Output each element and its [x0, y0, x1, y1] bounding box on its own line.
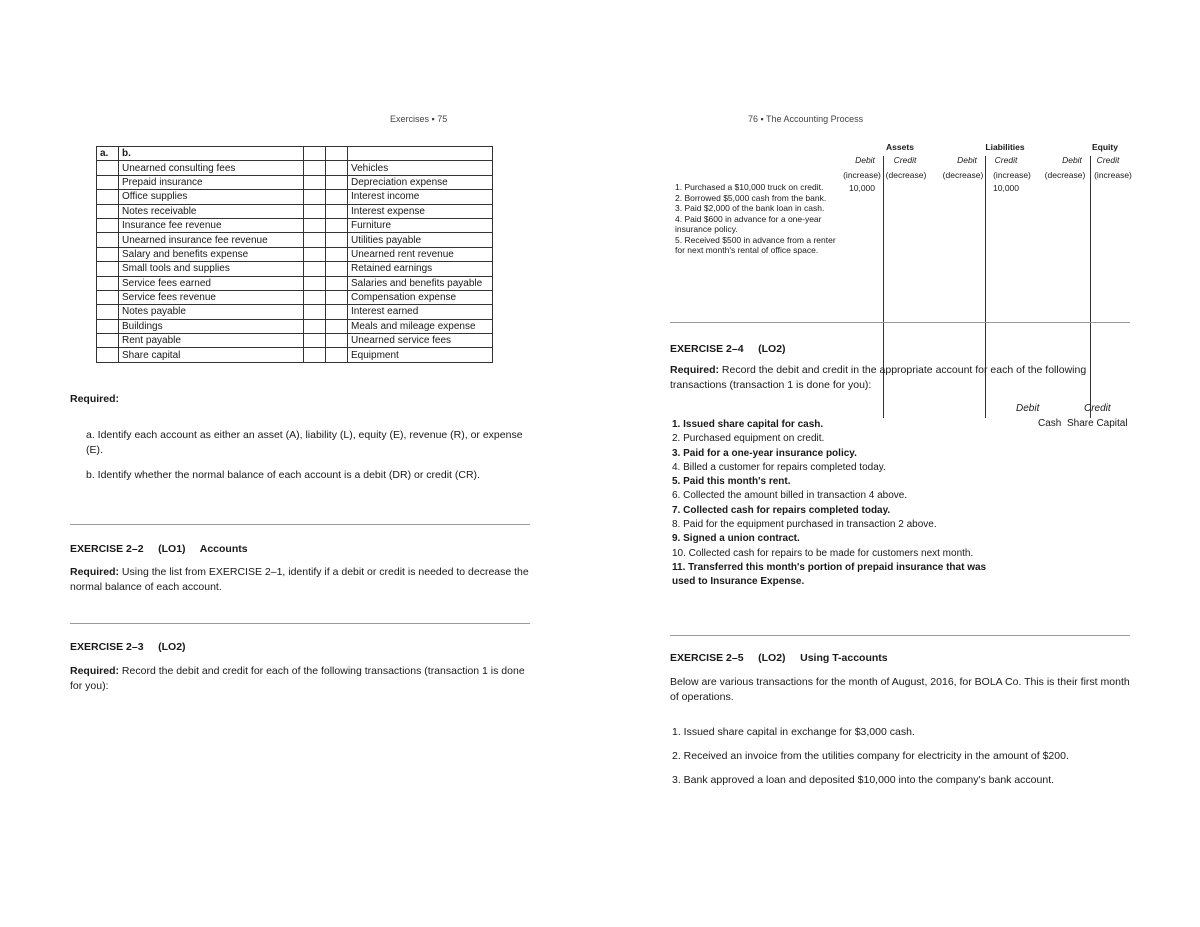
blank-cell: [326, 204, 348, 218]
blank-cell: [326, 305, 348, 319]
exercise-2-5-intro: Below are various transactions for the month of August, 2016, for BOLA Co. This is their first month of operations.: [670, 676, 1130, 703]
blank-cell: [326, 161, 348, 175]
account-name-right: Interest earned: [348, 305, 493, 319]
table-row: [97, 319, 493, 333]
blank-cell: [97, 290, 119, 304]
list-item: 4. Billed a customer for repairs completed today.: [672, 461, 886, 473]
table-row: [97, 262, 493, 276]
account-name-left: Service fees earned: [119, 276, 304, 290]
table-row: [97, 218, 493, 232]
table-row: [97, 247, 493, 261]
blank-cell: [97, 319, 119, 333]
equity-debit: Debit: [1062, 155, 1082, 165]
account-name-left: Service fees revenue: [119, 290, 304, 304]
account-name-left: Office supplies: [119, 190, 304, 204]
col-b-header: b.: [119, 147, 304, 161]
blank-cell: [304, 319, 326, 333]
liab-credit-value: 10,000: [993, 183, 1019, 193]
account-name-right: Meals and mileage expense: [348, 319, 493, 333]
blank-cell: [326, 290, 348, 304]
blank-cell: [97, 305, 119, 319]
list-item: 2. Borrowed $5,000 cash from the bank.: [675, 192, 827, 203]
equity-debit-dir: (decrease): [1044, 170, 1086, 180]
equity-credit: Credit: [1096, 155, 1120, 165]
table-row: [97, 348, 493, 362]
ex22-required-label: Required:: [70, 566, 120, 578]
account-name-right: Utilities payable: [348, 233, 493, 247]
liab-debit: Debit: [957, 155, 977, 165]
blank-cell: [97, 276, 119, 290]
blank-cell: [97, 190, 119, 204]
first-debit-answer: Cash: [1038, 418, 1062, 429]
exercise-2-2-required: [70, 565, 532, 595]
account-name-left: Small tools and supplies: [119, 262, 304, 276]
blank-cell: [304, 305, 326, 319]
list-item: 4. Paid $600 in advance for a one-year insurance policy.: [675, 213, 822, 234]
exercise-2-3-title: EXERCISE 2–3 (LO2): [70, 641, 186, 653]
assets-credit: Credit: [893, 155, 917, 165]
debit-column-header: Debit: [1016, 403, 1040, 414]
account-name-right: Furniture: [348, 218, 493, 232]
account-name-left: Share capital: [119, 348, 304, 362]
list-item: 1. Issued share capital in exchange for $3,000 cash.: [672, 726, 915, 738]
ex24-required-text: Record the debit and credit in the appropriate account for each of the following transactions (transaction 1 is done for you):: [670, 364, 1087, 391]
list-item: 1. Purchased a $10,000 truck on credit.: [675, 182, 824, 192]
account-name-right: Vehicles: [348, 161, 493, 175]
blank-cell: [304, 233, 326, 247]
account-name-left: Unearned insurance fee revenue: [119, 233, 304, 247]
liab-credit: Credit: [994, 155, 1018, 165]
blank-cell: [97, 161, 119, 175]
blank-cell: [304, 175, 326, 189]
list-item: 6. Collected the amount billed in transaction 4 above.: [672, 490, 908, 502]
account-name-left: Insurance fee revenue: [119, 218, 304, 232]
col-a-header: a.: [97, 147, 119, 161]
ex23-required-text: Record the debit and credit for each of the following transactions (transaction 1 is done for you):: [70, 665, 525, 692]
list-item: 3. Paid for a one-year insurance policy.: [672, 447, 857, 459]
table-row: [97, 305, 493, 319]
blank-cell: [97, 233, 119, 247]
blank-cell: [304, 276, 326, 290]
assets-debit-dir: (increase): [843, 170, 881, 180]
exercise-2-2-title: EXERCISE 2–2 (LO1) Accounts: [70, 543, 248, 555]
divider: [70, 623, 530, 624]
blank-cell: [97, 334, 119, 348]
liab-credit-dir: (increase): [993, 170, 1031, 180]
account-name-left: Prepaid insurance: [119, 175, 304, 189]
equity-heading: Equity: [1092, 142, 1118, 152]
table-row: [97, 334, 493, 348]
account-name-left: Salary and benefits expense: [119, 247, 304, 261]
blank-cell: [326, 233, 348, 247]
requirement-b: b. Identify whether the normal balance of each account is a debit (DR) or credit (CR).: [86, 469, 480, 481]
list-item: used to Insurance Expense.: [672, 576, 805, 588]
blank-cell: [97, 262, 119, 276]
required-label: Required:: [70, 393, 120, 405]
blank-cell: [304, 161, 326, 175]
equity-credit-dir: (increase): [1094, 170, 1132, 180]
account-name-right: Compensation expense: [348, 290, 493, 304]
account-name-right: Unearned service fees: [348, 334, 493, 348]
exercise-2-4-list: [672, 418, 1032, 590]
blank-cell: [304, 247, 326, 261]
blank-cell: [326, 334, 348, 348]
list-item: 5. Received $500 in advance from a renter for next month's rental of office space.: [675, 234, 836, 255]
page-header-right: 76 ▪ The Accounting Process: [748, 114, 864, 124]
divider: [70, 524, 530, 525]
blank-cell: [97, 348, 119, 362]
blank-cell: [304, 204, 326, 218]
list-item: 2. Received an invoice from the utilities company for electricity in the amount of $200.: [672, 750, 1069, 762]
exercise-2-5-title: EXERCISE 2–5 (LO2) Using T-accounts: [670, 652, 888, 664]
list-item: 5. Paid this month's rent.: [672, 476, 791, 488]
blank-cell: [326, 348, 348, 362]
ex22-required-text: Using the list from EXERCISE 2–1, identify if a debit or credit is needed to decrease the normal balance of each account.: [70, 566, 529, 593]
blank-cell: [326, 190, 348, 204]
exercise-2-4-title: EXERCISE 2–4 (LO2): [670, 343, 786, 355]
assets-debit: Debit: [855, 155, 875, 165]
blank-cell: [97, 218, 119, 232]
account-name-left: Unearned consulting fees: [119, 161, 304, 175]
list-item: 10. Collected cash for repairs to be made for customers next month.: [672, 547, 974, 559]
list-item: 1. Issued share capital for cash.: [672, 419, 824, 430]
requirement-a: a. Identify each account as either an asset (A), liability (L), equity (E), revenue (R), or expense (E).: [86, 429, 523, 456]
transaction-list: [675, 182, 845, 256]
account-name-left: Buildings: [119, 319, 304, 333]
list-item: 3. Bank approved a loan and deposited $10,000 into the company's bank account.: [672, 774, 1055, 786]
page-header-left: Exercises ▪ 75: [390, 114, 448, 124]
account-name-right: Retained earnings: [348, 262, 493, 276]
right-page: [600, 0, 1200, 927]
blank-cell: [97, 204, 119, 218]
account-name-right: Salaries and benefits payable: [348, 276, 493, 290]
exercise-2-4-required: [670, 363, 1132, 393]
ex23-required-label: Required:: [70, 665, 120, 677]
blank-cell: [326, 247, 348, 261]
accounts-table: [96, 146, 493, 363]
table-row: [97, 190, 493, 204]
table-header-row: [97, 147, 493, 161]
list-item: 11. Transferred this month's portion of prepaid insurance that was: [672, 561, 987, 573]
table-row: [97, 204, 493, 218]
table-row: [97, 290, 493, 304]
table-row: [97, 175, 493, 189]
blank-cell: [326, 175, 348, 189]
liab-debit-dir: (decrease): [942, 170, 984, 180]
account-name-right: Unearned rent revenue: [348, 247, 493, 261]
account-name-left: Rent payable: [119, 334, 304, 348]
blank-cell: [326, 319, 348, 333]
divider: [670, 635, 1130, 636]
blank-cell: [304, 334, 326, 348]
first-credit-answer: Share Capital: [1067, 418, 1128, 429]
assets-debit-value: 10,000: [849, 183, 875, 193]
account-name-right: Equipment: [348, 348, 493, 362]
list-item: 8. Paid for the equipment purchased in transaction 2 above.: [672, 519, 937, 531]
blank-cell: [304, 218, 326, 232]
blank-cell: [326, 276, 348, 290]
assets-heading: Assets: [886, 142, 914, 152]
blank-cell: [304, 348, 326, 362]
table-row: [97, 276, 493, 290]
blank-cell: [304, 190, 326, 204]
list-item: 7. Collected cash for repairs completed today.: [672, 504, 891, 516]
account-name-right: Interest expense: [348, 204, 493, 218]
exercise-2-3-required: [70, 664, 532, 694]
blank-cell: [326, 262, 348, 276]
account-name-left: Notes payable: [119, 305, 304, 319]
blank-cell: [304, 290, 326, 304]
list-item: 3. Paid $2,000 of the bank loan in cash.: [675, 203, 825, 213]
divider: [670, 322, 1130, 323]
account-name-left: Notes receivable: [119, 204, 304, 218]
blank-cell: [326, 218, 348, 232]
liabilities-heading: Liabilities: [985, 142, 1025, 152]
list-item: 9. Signed a union contract.: [672, 533, 800, 545]
table-row: [97, 161, 493, 175]
account-name-right: Depreciation expense: [348, 175, 493, 189]
blank-cell: [97, 247, 119, 261]
table-row: [97, 233, 493, 247]
blank-cell: [304, 262, 326, 276]
ex24-required-label: Required:: [670, 364, 720, 376]
list-item: 2. Purchased equipment on credit.: [672, 433, 825, 445]
assets-credit-dir: (decrease): [885, 170, 927, 180]
credit-column-header: Credit: [1084, 403, 1111, 414]
account-name-right: Interest income: [348, 190, 493, 204]
blank-cell: [97, 175, 119, 189]
